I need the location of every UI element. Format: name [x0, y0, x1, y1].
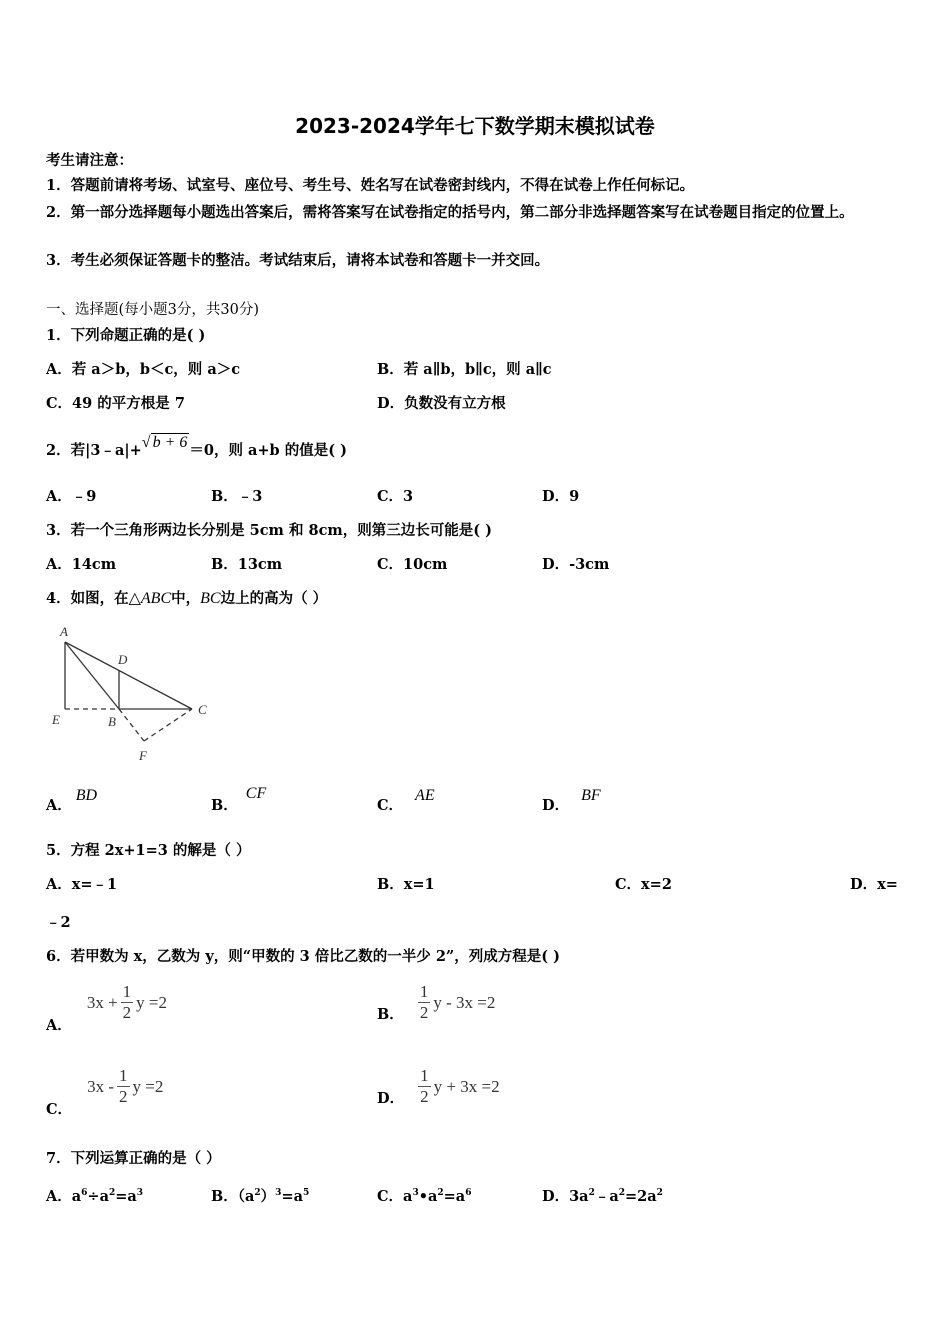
- q2-option-a[interactable]: A．﹣9: [46, 488, 97, 505]
- q2-option-b[interactable]: B．﹣3: [211, 488, 263, 505]
- q4-stem-pre: 4．如图，在: [46, 590, 129, 607]
- q6-option-a[interactable]: [46, 982, 168, 1034]
- triangle-figure: [46, 620, 226, 770]
- label-d: D: [118, 652, 128, 667]
- notice-heading: 考生请注意：: [46, 152, 133, 169]
- q1-option-d[interactable]: D．负数没有立方根: [377, 395, 506, 412]
- q5-option-d-continued: ﹣2: [46, 914, 71, 931]
- fraction-one-half: [117, 1066, 130, 1107]
- q6-c-pre: 3x -: [87, 1076, 115, 1096]
- q6-option-d-letter: D．: [377, 1090, 405, 1107]
- q3-option-d[interactable]: D．-3cm: [542, 556, 610, 573]
- q4-option-d-letter: D．: [542, 797, 570, 814]
- q4-option-c-value: AE: [415, 787, 435, 804]
- fraction-one-half: [418, 1066, 431, 1107]
- edge-ac: [65, 642, 192, 709]
- q1-option-a[interactable]: A．若 a＞b，b＜c，则 a＞c: [46, 361, 241, 378]
- frac-den: 2: [420, 1087, 429, 1106]
- q5-option-d[interactable]: D．x=: [850, 876, 898, 893]
- q2-option-c[interactable]: C．3: [377, 488, 414, 505]
- notice-item-3: 3．考生必须保证答题卡的整洁。考试结束后，请将本试卷和答题卡一并交回。: [46, 252, 550, 269]
- q7-stem: 7．下列运算正确的是（ ）: [46, 1150, 221, 1167]
- q3-option-b[interactable]: B．13cm: [211, 556, 283, 573]
- edge-fc-dashed: [144, 709, 192, 741]
- q6-option-c-letter: C．: [46, 1100, 73, 1118]
- q4-stem: [46, 588, 327, 610]
- q4-option-d-value: BF: [581, 787, 601, 804]
- q7-option-d[interactable]: D．$3a^2﹣a^2=2a^2$: [542, 1187, 663, 1205]
- q4-stem-post: 边上的高为（ ）: [220, 590, 328, 607]
- q6-option-b-equation: [415, 982, 496, 1023]
- q1-option-c[interactable]: C．49 的平方根是 7: [46, 395, 185, 412]
- frac-den: 2: [119, 1087, 128, 1106]
- q4-side: BC: [200, 590, 221, 607]
- frac-den: 2: [122, 1003, 132, 1022]
- frac-num: 1: [119, 1066, 128, 1085]
- notice-item-1: 1．答题前请将考场、试室号、座位号、考生号、姓名写在试卷密封线内，不得在试卷上作任何标记。: [46, 177, 695, 194]
- label-f: F: [139, 748, 147, 763]
- q4-option-b[interactable]: [211, 785, 267, 817]
- q6-a-pre: 3x +: [86, 992, 118, 1012]
- q6-option-d[interactable]: [377, 1066, 500, 1107]
- q5-option-b[interactable]: B．x=1: [377, 876, 435, 893]
- q4-triangle: △ABC: [128, 590, 172, 607]
- q5-stem: 5．方程 2x+1=3 的解是（ ）: [46, 842, 251, 859]
- q6-option-b-letter: B．: [377, 1006, 404, 1023]
- sqrt-expression: √ b + 6: [141, 434, 188, 451]
- label-c: C: [198, 702, 207, 717]
- frac-num: 1: [420, 1066, 429, 1085]
- section-heading: 一、选择题(每小题3分，共30分): [46, 302, 259, 318]
- fraction-one-half: [121, 982, 134, 1023]
- q6-d-post: y + 3x =2: [433, 1076, 500, 1096]
- edge-ab: [65, 642, 119, 709]
- q6-b-post: y - 3x =2: [433, 992, 496, 1012]
- q4-option-a[interactable]: [46, 787, 98, 817]
- q6-option-a-equation: [87, 982, 167, 1023]
- q3-option-a[interactable]: A．14cm: [46, 556, 117, 573]
- sqrt-radicand: b + 6: [152, 434, 188, 451]
- q1-option-b[interactable]: B．若 a∥b，b∥c，则 a∥c: [377, 361, 552, 378]
- label-a: A: [60, 624, 68, 639]
- q4-option-a-letter: A．: [46, 797, 72, 814]
- q5-option-a[interactable]: A．x=﹣1: [46, 876, 118, 893]
- q1-stem: 1．下列命题正确的是( ): [46, 327, 206, 344]
- q6-option-d-equation: [415, 1066, 499, 1107]
- label-e: E: [52, 712, 60, 727]
- notice-item-2: 2．第一部分选择题每小题选出答案后，需将答案写在试卷指定的括号内，第二部分非选择题答案写在试卷题目指定的位置上。: [46, 204, 854, 221]
- q4-option-c[interactable]: [377, 787, 435, 817]
- q6-option-c[interactable]: [46, 1066, 164, 1118]
- q7-option-a[interactable]: A．$a^6\div a^2=a^3$: [46, 1187, 144, 1205]
- q2-stem-post: ＝0，则 a+b 的值是( ): [189, 442, 347, 459]
- page-title: 2023-2024学年七下数学期末模拟试卷: [295, 114, 655, 138]
- q2-stem: [46, 434, 347, 462]
- q4-option-b-letter: B．: [211, 797, 238, 814]
- q4-option-b-value: CF: [245, 785, 267, 802]
- q6-c-post: y =2: [132, 1076, 164, 1096]
- frac-num: 1: [122, 982, 132, 1001]
- q5-option-c[interactable]: C．x=2: [615, 876, 672, 893]
- edge-bf-dashed: [119, 709, 144, 741]
- q2-option-d[interactable]: D．9: [542, 488, 580, 505]
- q7-option-b[interactable]: B．$(a^2)^3=a^5$: [211, 1187, 310, 1205]
- q4-stem-mid: 中，: [171, 590, 201, 607]
- q6-stem: 6．若甲数为 x，乙数为 y，则“甲数的 3 倍比乙数的一半少 2”，列成方程是( ): [46, 948, 561, 965]
- q3-stem: 3．若一个三角形两边长分别是 5cm 和 8cm，则第三边长可能是( ): [46, 522, 493, 539]
- q2-stem-pre: 2．若|3﹣a|+: [46, 442, 142, 459]
- label-b: B: [108, 714, 116, 729]
- q6-option-c-equation: [87, 1066, 163, 1107]
- q7-option-c[interactable]: C．$a^3•a^2=a^6$: [377, 1187, 472, 1205]
- frac-num: 1: [419, 982, 429, 1001]
- q4-option-a-value: BD: [75, 787, 98, 804]
- frac-den: 2: [419, 1003, 429, 1022]
- q6-option-a-letter: A．: [46, 1016, 72, 1034]
- fraction-one-half: [418, 982, 431, 1023]
- q6-option-b[interactable]: [377, 982, 495, 1023]
- q3-option-c[interactable]: C．10cm: [377, 556, 448, 573]
- q4-option-c-letter: C．: [377, 797, 404, 814]
- q6-a-post: y =2: [136, 992, 168, 1012]
- q4-option-d[interactable]: [542, 787, 601, 817]
